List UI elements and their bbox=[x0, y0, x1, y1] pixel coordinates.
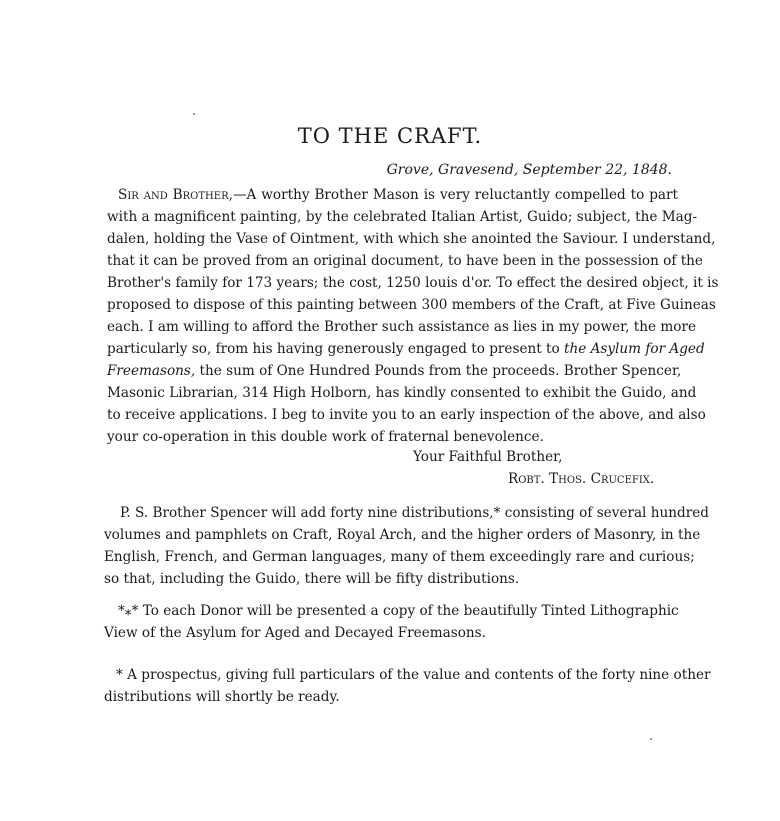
asterism-mark: *⁎* bbox=[118, 603, 139, 619]
letter-line-1 bbox=[118, 185, 678, 205]
freemasons-italic: Freemasons, bbox=[107, 363, 196, 379]
postscript-line-2: volumes and pamphlets on Craft, Royal Arch, and the higher orders of Masonry, in the bbox=[104, 527, 701, 543]
page-title: TO THE CRAFT. bbox=[297, 124, 483, 148]
closing: Your Faithful Brother, bbox=[413, 449, 563, 465]
letter-line-3: dalen, holding the Vase of Ointment, with which she anointed the Saviour. I understand, bbox=[107, 231, 716, 247]
letter-line-12: your co-operation in this double work of fraternal benevolence. bbox=[107, 429, 544, 445]
salutation: Sir and Brother, bbox=[118, 187, 233, 203]
letter-line-2: with a magnificent painting, by the celebrated Italian Artist, Guido; subject, the Mag- bbox=[107, 209, 698, 225]
donor-note-line-2: View of the Asylum for Aged and Decayed Freemasons. bbox=[104, 625, 486, 641]
donor-text: To each Donor will be presented a copy of the beautifully Tinted Lithographic bbox=[138, 603, 679, 619]
letter-line-10: Masonic Librarian, 314 High Holborn, has kindly consented to exhibit the Guido, and bbox=[107, 385, 697, 401]
footnote-line-1: * A prospectus, giving full particulars of the value and contents of the forty nine other bbox=[116, 667, 711, 683]
letter-text: the sum of One Hundred Pounds from the proceeds. Brother Spencer, bbox=[195, 363, 682, 379]
signature: Robt. Thos. Crucefix. bbox=[508, 471, 655, 487]
letter-line-11: to receive applications. I beg to invite you to an early inspection of the above, and also bbox=[107, 407, 706, 423]
asylum-name: the Asylum for Aged bbox=[564, 341, 705, 357]
letter-line-6: proposed to dispose of this painting between 300 members of the Craft, at Five Guineas bbox=[107, 297, 716, 313]
letter-line-4: that it can be proved from an original document, to have been in the possession of the bbox=[107, 253, 703, 269]
footnote-line-2: distributions will shortly be ready. bbox=[104, 689, 340, 705]
speck-mark bbox=[650, 738, 652, 740]
postscript-line-1: P. S. Brother Spencer will add forty nine distributions,* consisting of several hundred bbox=[120, 505, 709, 521]
donor-note-line-1 bbox=[118, 601, 678, 621]
letter-line-9 bbox=[107, 361, 682, 381]
letter-line-5: Brother's family for 173 years; the cost, 1250 louis d'or. To effect the desired object, it is bbox=[107, 275, 719, 291]
letter-text: particularly so, from his having generously engaged to present to bbox=[107, 341, 564, 357]
letter-line-7: each. I am willing to afford the Brother such assistance as lies in my power, the more bbox=[107, 319, 697, 335]
speck-mark bbox=[193, 113, 195, 115]
dateline: Grove, Gravesend, September 22, 1848. bbox=[386, 162, 672, 178]
letter-text: —A worthy Brother Mason is very reluctantly compelled to part bbox=[232, 187, 678, 203]
postscript-line-4: so that, including the Guido, there will be fifty distributions. bbox=[104, 571, 520, 587]
letter-line-8 bbox=[107, 339, 705, 359]
postscript-line-3: English, French, and German languages, many of them exceedingly rare and curious; bbox=[104, 549, 695, 565]
